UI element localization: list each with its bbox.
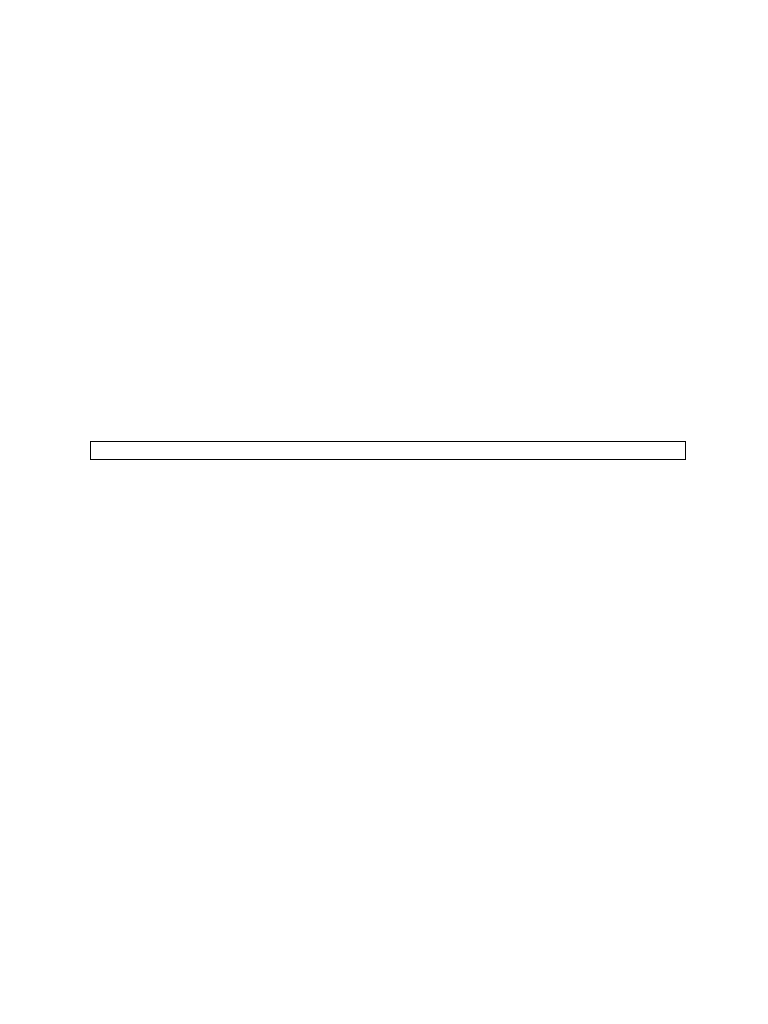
cv-table (90, 441, 686, 460)
cv-title-row (91, 442, 686, 460)
cv-title (91, 442, 686, 460)
